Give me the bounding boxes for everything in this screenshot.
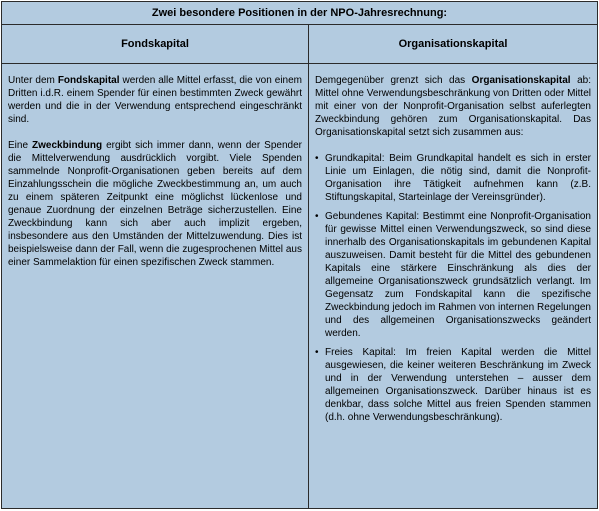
components-list [315, 152, 591, 424]
organisationskapital-header: Organisationskapital [398, 38, 508, 50]
list-item [315, 210, 591, 340]
term-zweckbindung: Zweckbindung [32, 140, 103, 151]
bullet-icon: • [315, 347, 319, 358]
paragraph-text: werden alle Mittel erfasst, die von einem Dritten i.d.R. einem Spender für einen bestimmten Zweck gewährt werden und die in der Verwendung entsprechend eingeschränkt sind. [8, 75, 302, 125]
list-item-text: Grundkapital: Beim Grundkapital handelt es sich in erster Linie um Einlagen, die nötig sind, damit die Nonprofit-Organisation ihre Tätigkeit aufnehmen kann (z.B. Stiftungskapital, Starteinlage der Vereinsgründer). [325, 153, 591, 203]
term-fondskapital: Fondskapital [57, 75, 120, 86]
fondskapital-header: Fondskapital [2, 25, 309, 63]
list-item [315, 346, 591, 424]
fondskapital-column [2, 64, 309, 509]
table-title: Zwei besondere Positionen in der NPO-Jahresrechnung: [2, 2, 597, 25]
paragraph-text: Demgegenüber grenzt sich das [315, 75, 472, 86]
organisationskapital-intro [315, 74, 591, 139]
organisationskapital-column [309, 64, 597, 509]
list-item [315, 152, 591, 204]
content-row [2, 64, 597, 509]
header-row [2, 25, 597, 64]
list-item-text: Gebundenes Kapital: Bestimmt eine Nonprofit-Organisation für gewisse Mittel einen Verwendungszweck, so sind diese innerhalb des Organisationskapitals im gebundenen Kapital auszuweisen. Damit besteht für die Mittel des gebundenen Kapitals eine stärkere Einschränkung als dies der allgemeine Organisationszweck grundsätzlich verlangt. Im Gegensatz zum Fondskapital kann die spezifische Zweckbindung jedoch im Rahmen von internen Regelungen und des allgemeinen Organisationszwecks geändert werden. [325, 211, 591, 339]
paragraph-text: Eine [8, 140, 33, 151]
paragraph-text: ergibt sich immer dann, wenn der Spender die Mittelverwendung ausdrücklich vorgibt. Viele Spenden sammelnde Nonprofit-Organisationen geben bereits auf dem Einzahlungsschein die mögliche Zweckbestimmung an, um auch zu einem späteren Zeitpunkt eine möglichst lückenlose und genaue Zuordnung der einzelnen Beträge sicherzustellen. Eine Zweckbindung kann sich aber auch implizit ergeben, insbesondere aus den Umständen der Mittelzuwendung. Dies ist beispielsweise dann der Fall, wenn die zugesprochenen Mittel aus einer Sammelaktion für einen spezifischen Zweck stammen. [8, 140, 302, 268]
list-item-text: Freies Kapital: Im freien Kapital werden die Mittel ausgewiesen, die keiner weiteren Beschränkung im Zweck und in der Verwendung unterstehen – ausser dem allgemeinen Organisationszweck. Darüber hinaus ist es denkbar, dass solche Mittel aus freien Spenden stammen (d.h. ohne Verwendungsbeschränkung). [325, 347, 591, 423]
term-organisationskapital: Organisationskapital [471, 75, 571, 86]
bullet-icon: • [315, 211, 319, 222]
comparison-table [1, 1, 598, 509]
bullet-icon: • [315, 153, 319, 164]
zweckbindung-paragraph [8, 139, 302, 269]
paragraph-text: Unter dem [8, 75, 58, 86]
fondskapital-paragraph [8, 74, 302, 126]
paragraph-text: ab: Mittel ohne Verwendungsbeschränkung von Dritten oder Mittel mit einer von der Nonprofit-Organisation selbst auferlegten Zweckbindung gehören zum Organisationskapital. Das Organisationskapital setzt sich zusammen aus: [315, 75, 592, 138]
